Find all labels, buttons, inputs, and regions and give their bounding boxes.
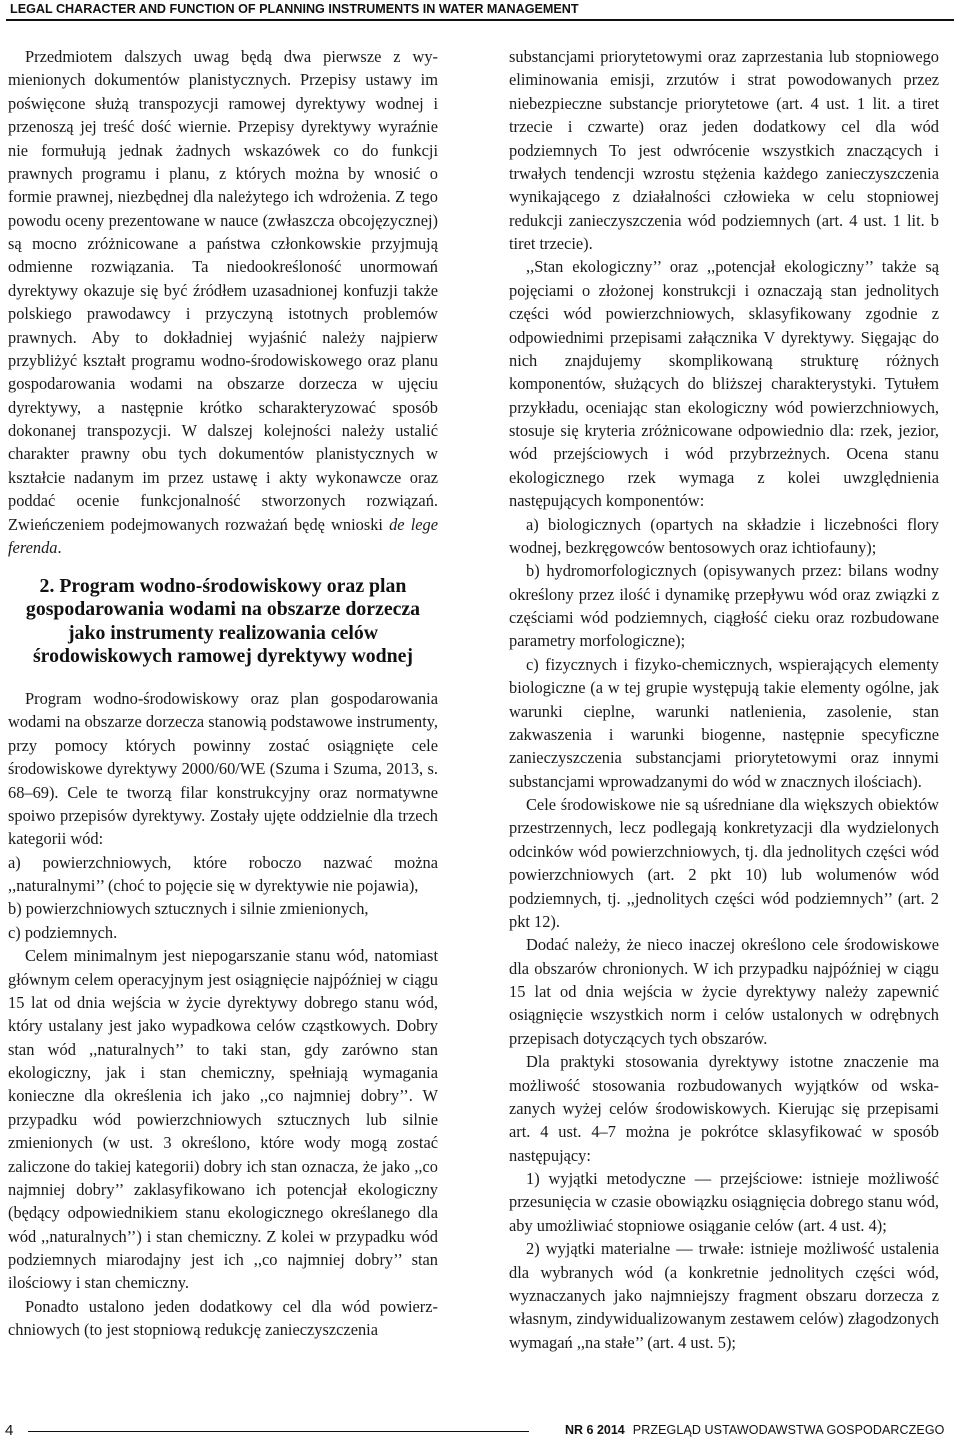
paragraph: ,,Stan ekologiczny’’ oraz ,,potencjał ekologiczny’’ także są pojęciami o złożonej konstrukcji i oznaczają stan jednolitych części wód powierzchniowych, sklasyfikowany zgodnie z odpowiednimi przepisami załącznika V dyrektywy. Sięgając do nich znajdujemy skomplikowaną strukturę różnych komponentów, służących do bliższej charakterystyki. Tytułem przykładu, oceniając stan ekologiczny wód powierzchniowych, stosuje się kryteria zróżnicowane odpowiednio dla: rzek, jezior, wód przejściowych i wód przybrzeżnych. Ocena stanu ekologicznego rzek wymaga z kolei uwzględnienia następujących komponentów: <box>509 257 939 511</box>
paragraph: Program wodno-środowiskowy oraz plan gospodarowania wodami na obszarze dorzecza stanowią podstawowe instrumenty, przy pomocy których powinny zostać osiągnięte cele środowiskowe dyrektywy 2000/60/WE (Szuma i Szuma, 2013, s. 68–69). Cele te tworzą filar konstrukcyjny oraz normatywne spoiwo przepisów dyrektywy. Zostały ujęte oddzielnie dla trzech kategorii wód: <box>8 689 438 849</box>
latin-phrase: de lege ferenda <box>8 514 438 557</box>
section-heading-line: jako instrumenty realizowania celów <box>67 621 379 644</box>
paragraph: substancjami priorytetowymi oraz zaprzestania lub stopniowego eliminowania emisji, zrzutów i strat powodowanych przez niebezpieczne substancje priorytetowe (art. 4 ust. 1 lit. a tiret trzecie i czwarte) oraz jeden dodatkowy cel dla wód podziemnych To jest odwrócenie wszystkich znaczących i trwałych tendencji wzrostu stężenia każdego zanieczyszczenia wynikającego z działalności człowieka w celu stopniowej redukcji zanieczyszczenia wód podziemnych (art. 4 ust. 1 lit. b tiret trzecie). <box>509 47 939 253</box>
footer-rule <box>28 1431 529 1432</box>
header-rule <box>6 19 954 21</box>
section-heading-line: gospodarowania wodami na obszarze dorzecza <box>25 598 421 621</box>
paragraph: Dodać należy, że nieco inaczej określono cele środowiskowe dla obszarów chronionych. W ich przypadku najpóźniej w ciągu 15 lat od dnia wejścia w życie dyrektywy należy zapewnić osiągnięcie wszystkich norm i celów ustalonych w odrębnych przepisach dotyczących tych obszarów. <box>509 935 939 1048</box>
list-item: c) fizycznych i fizyko-chemicznych, wspierających elementy biologiczne (a w tej grupie występują takie elementy ogólne, jak warunki cieplne, warunki natlenienia, zasolenie, stan zakwaszenia i warunki biogenne, następnie specyficzne zanieczyszczenia substancjami priorytetowymi oraz innymi substancjami wprowadzanymi do wód w znacznych ilościach). <box>509 654 939 791</box>
section-heading-line: środowiskowych ramowej dyrektywy wodnej <box>32 644 414 667</box>
list-item: a) biologicznych (opartych na składzie i liczebności flory wodnej, bezkręgowców bentosowych oraz ichtiofauny); <box>509 514 939 557</box>
right-column <box>509 45 939 1354</box>
issue-number: NR 6 2014 <box>565 1423 625 1437</box>
page-footer <box>0 1416 960 1449</box>
left-column <box>8 45 438 1342</box>
list-item: 2) wyjątki materialne — trwałe: istnieje możliwość ustalenia dla wybranych wód (a konkretnie jednolitych części wód, wyznaczanych jako najmniejszy fragment obszaru dorzecza z własnym, zindywidualizowanym zestawem celów) złagodzonych wymagań ,,na stałe’’ (art. 4 ust. 5); <box>509 1239 939 1352</box>
paragraph: Dla praktyki stosowania dyrektywy istotne znaczenie ma możliwość stosowania rozbudowanych wyjątków od wskazanych wyżej celów środowiskowych. Kierując się przepisami art. 4 ust. 4–7 można je pokrótce sklasyfikować w sposób następujący: <box>509 1052 939 1165</box>
list-item: b) powierzchniowych sztucznych i silnie zmienionych, <box>8 899 369 919</box>
running-header <box>6 0 954 22</box>
list-item: a) powierzchniowych, które roboczo nazwać można ,,naturalnymi’’ (choć to pojęcie się w dyrektywie nie pojawia), <box>8 852 438 896</box>
paragraph: Cele środowiskowe nie są uśredniane dla większych obiektów przestrzennych, lecz podlegają konkretyzacji dla wydzielonych odcinków wód powierzchniowych, tj. dla jednolitych części wód powierzchniowych (art. 2 pkt 10) lub wolumenów wód podziemnych, tj. ,,jednolitych części wód podziemnych’’ (art. 2 pkt 12). <box>509 795 939 931</box>
issue-info <box>565 1423 945 1437</box>
section-heading-line: 2. Program wodno-środowiskowy oraz plan <box>39 575 407 598</box>
page-number: 4 <box>5 1422 14 1439</box>
running-title: LEGAL CHARACTER AND FUNCTION OF PLANNING INSTRUMENTS IN WATER MANAGEMENT <box>10 2 579 16</box>
paragraph <box>8 45 438 559</box>
paragraph: Ponadto ustalono jeden dodatkowy cel dla wód powierzchniowych (to jest stopniową redukcję zanieczyszczenia <box>8 1296 438 1340</box>
list-item: b) hydromorfologicznych (opisywanych przez: bilans wodny określony przez ilość i dynamikę przepływu wód oraz związki z częściami wód podziemnych, ciągłość cieku oraz rozbudowane parametry morfologiczne); <box>509 561 939 651</box>
paragraph: Celem minimalnym jest niepogarszanie stanu wód, natomiast głównym celem operacyjnym jest osiągnięcie najpóźniej w ciągu 15 lat od dnia wejścia w życie dyrektywy dobrego stanu wód, który ustalany jest jako wypadkowa celów cząstkowych. Dobry stan wód ,,naturalnych’’ to taki stan, gdy zarówno stan ekologiczny, jak i stan chemiczny, spełniają wymagania konieczne dla określenia ich jako ,,co najmniej dobry’’. W przypadku wód powierzchniowych sztucznych lub silnie zmienionych (w ust. 3 określono, które wody mogą zostać zaliczone do takiej kategorii) dobry ich stan oznacza, że jako ,,co najmniej dobry’’ zaklasyfikowano ich potencjał ekologiczny (będący odpowiednikiem stanu ekologicznego określanego dla wód ,,naturalnych’’) i stan chemiczny. Z kolei w przypadku wód podziemnych miarodajny jest ich ,,co najmniej dobry’’ stan ilościowy i stan chemiczny. <box>8 946 438 1293</box>
list-item: 1) wyjątki metodyczne — przejściowe: istnieje możliwość przesunięcia w czasie obowiązku osiągnięcia dobrego stanu wód, aby umożliwiać stopniowe osiąganie celów (art. 4 ust. 4); <box>509 1169 939 1235</box>
journal-title: PRZEGLĄD USTAWODAWSTWA GOSPODARCZEGO <box>632 1423 945 1437</box>
paragraph-end: . <box>57 537 62 557</box>
list-item: c) podziemnych. <box>8 922 118 942</box>
section-heading <box>8 575 438 668</box>
paragraph-text: Przedmiotem dalszych uwag będą dwa pierwsze z wymienionych dokumentów planistycznych. Przepisy ustawy im poświęcone służą transpozycji ramowej dyrektywy wodnej i przenoszą jej treść dość wiernie. Przepisy dyrektywy wyraźnie nie formułują jednak żadnych wskazówek co do funkcji prawnych programu i planu, z których można by wnosić o formie prawnej, niezbędnej dla należytego ich wdrożenia. Z tego powodu oceny prezentowane w nauce (zwłaszcza obcojęzycznej) są mocno zróżnicowane a państwa członkowskie przyjmują odmienne rozwiązania. Ta niedookreśloność unormowań dyrektywy okazuje się być źródłem uzasadnionej konfuzji także polskiego prawodawcy i przyczyną istotnych problemów prawnych. Aby to dokładniej wyjaśnić należy najpierw przybliżyć kształt programu wodno-środowiskowego oraz planu gospodarowania wodami na obszarze dorzecza w ujęciu dyrektywy, a następnie krótko scharakteryzować sposób dokonanej transpozycji. W dalszej kolejności należy ustalić charakter prawny obu tych dokumentów planistycznych w kształcie nadanym im przez ustawę i akty wykonawcze oraz poddać ocenie funkcjonalność stworzonych rozwiązań. Zwieńczeniem podejmowanych rozważań będę wnioski <box>8 47 438 534</box>
